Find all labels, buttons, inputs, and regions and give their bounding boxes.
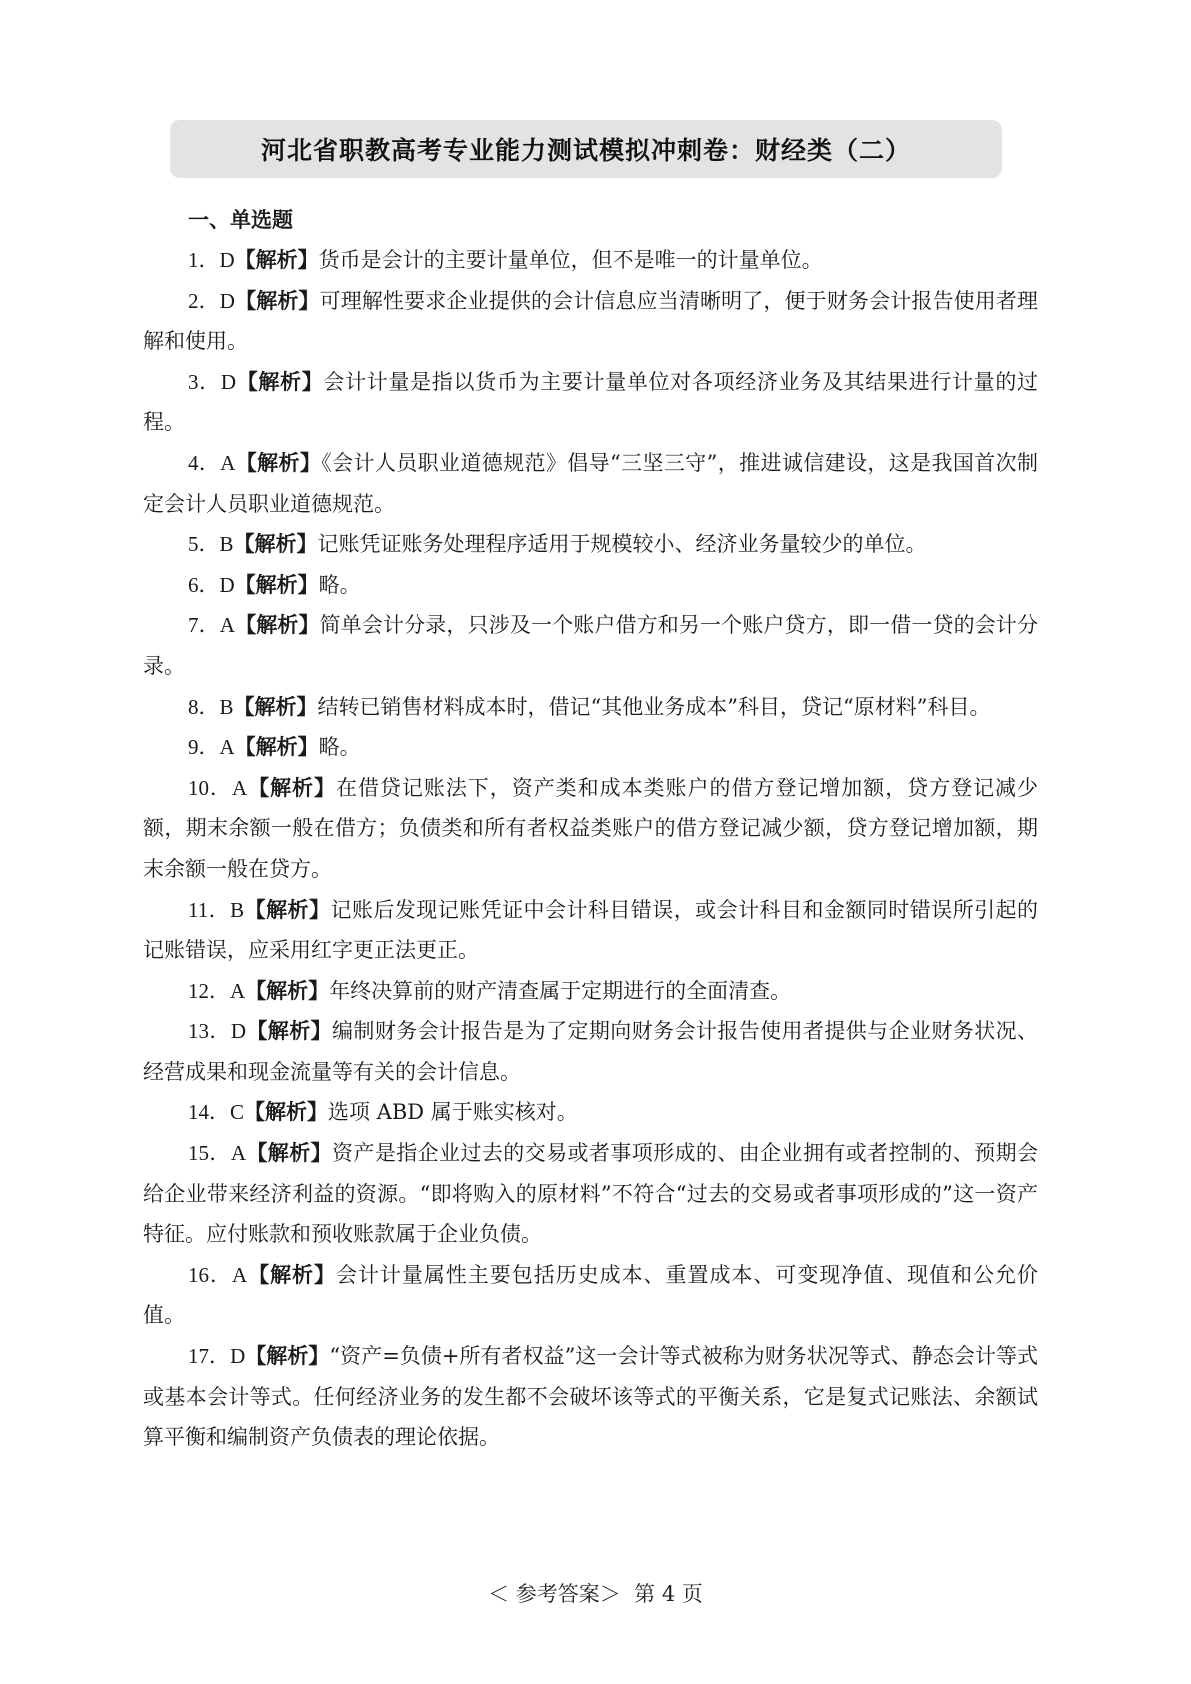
answer-number: 10． [188, 775, 232, 800]
answer-number: 11． [188, 897, 231, 922]
answer-item [143, 1092, 1038, 1133]
answer-explanation: 略。 [318, 735, 361, 760]
answer-item [143, 727, 1038, 768]
answer-key: D [230, 1344, 246, 1369]
answer-explanation: 在借贷记账法下，资产类和成本类账户的借方登记增加额，贷方登记减少额，期末余额一般在借方；负债类和所有者权益类账户的借方登记减少额，贷方登记增加额，期末余额一般在贷方。 [143, 775, 1039, 881]
analysis-tag: 【解析】 [234, 288, 320, 313]
answer-number: 17． [188, 1344, 231, 1369]
analysis-tag: 【解析】 [244, 897, 331, 922]
answer-key: B [230, 897, 245, 922]
answer-item [143, 890, 1038, 971]
answer-number: 5． [188, 532, 220, 557]
answer-number: 12． [188, 978, 230, 1003]
answer-explanation: 可理解性要求企业提供的会计信息应当清晰明了，便于财务会计报告使用者理解和使用。 [143, 288, 1039, 354]
answer-item [143, 281, 1038, 362]
analysis-tag: 【解析】 [233, 694, 318, 719]
answer-key: D [220, 369, 237, 394]
answer-number: 3． [188, 369, 221, 394]
answer-item [143, 1133, 1038, 1255]
title-banner [170, 120, 1002, 178]
answer-number: 1． [188, 248, 220, 272]
analysis-tag: 【解析】 [247, 775, 336, 800]
answer-explanation: 编制财务会计报告是为了定期向财务会计报告使用者提供与企业财务状况、经营成果和现金流量等有关的会计信息。 [143, 1019, 1038, 1084]
answer-key: D [219, 288, 235, 313]
section-heading: 一、单选题 [188, 208, 293, 232]
answer-number: 9． [188, 735, 220, 760]
answer-explanation: 简单会计分录，只涉及一个账户借方和另一个账户贷方，即一借一贷的会计分录。 [143, 613, 1039, 678]
analysis-tag: 【解析】 [247, 1262, 336, 1287]
answer-key: A [230, 978, 246, 1003]
answer-item [143, 443, 1038, 524]
answer-key: D [230, 1019, 246, 1044]
answer-key: B [219, 532, 234, 557]
answer-number: 8． [188, 694, 220, 719]
analysis-tag: 【解析】 [233, 532, 318, 557]
analysis-tag: 【解析】 [244, 1100, 329, 1125]
answer-key: A [219, 613, 235, 638]
answer-explanation: 记账凭证账务处理程序适用于规模较小、经济业务量较少的单位。 [317, 532, 927, 557]
analysis-tag: 【解析】 [235, 450, 322, 475]
answer-item [143, 687, 1038, 728]
answer-explanation: 略。 [318, 572, 361, 597]
answer-item [143, 1336, 1038, 1458]
answer-explanation: 会计计量是指以货币为主要计量单位对各项经济业务及其结果进行计量的过程。 [143, 369, 1039, 435]
answer-key: B [219, 694, 234, 719]
analysis-tag: 【解析】 [234, 735, 319, 760]
answer-key: A [220, 450, 236, 475]
answer-explanation: 资产是指企业过去的交易或者事项形成的、由企业拥有或者控制的、预期会给企业带来经济利益的资源。“即将购入的原材料”不符合“过去的交易或者事项形成的”这一资产特征。应付账款和预收账款属于企业负债。 [143, 1141, 1038, 1247]
answer-explanation: 货币是会计的主要计量单位，但不是唯一的计量单位。 [318, 248, 823, 272]
answer-key: A [231, 1262, 248, 1287]
answer-number: 16． [188, 1262, 232, 1287]
answer-item [143, 240, 1038, 281]
answer-explanation: 年终决算前的财产清查属于定期进行的全面清查。 [329, 978, 792, 1003]
answer-number: 4． [188, 450, 221, 475]
answer-key: C [230, 1100, 245, 1125]
answer-number: 14． [188, 1100, 230, 1125]
answer-key: D [219, 248, 235, 272]
answer-item [143, 768, 1038, 890]
answer-item [143, 605, 1038, 686]
answer-key: A [230, 1141, 246, 1166]
page-footer: ＜ 参考答案＞ 第 4 页 [488, 1582, 703, 1606]
answer-explanation: 记账后发现记账凭证中会计科目错误，或会计科目和金额同时错误所引起的记账错误，应采用红字更正法更正。 [143, 897, 1038, 963]
analysis-tag: 【解析】 [245, 978, 330, 1003]
answer-item [143, 971, 1038, 1012]
analysis-tag: 【解析】 [234, 572, 319, 597]
answer-key: A [219, 735, 235, 760]
analysis-tag: 【解析】 [234, 248, 319, 272]
answer-number: 13． [188, 1019, 231, 1044]
answer-item [143, 362, 1038, 443]
answer-number: 15． [188, 1141, 231, 1166]
analysis-tag: 【解析】 [245, 1019, 333, 1044]
answer-explanation: 会计计量属性主要包括历史成本、重置成本、可变现净值、现值和公允价值。 [143, 1262, 1039, 1328]
answer-explanation: 《会计人员职业道德规范》倡导“三坚三守”，推进诚信建设，这是我国首次制定会计人员职业道德规范。 [143, 450, 1039, 516]
answer-list [143, 240, 1038, 1458]
answer-item [143, 1255, 1038, 1336]
answer-number: 2． [188, 288, 220, 313]
answer-item [143, 565, 1038, 606]
answer-key: A [231, 775, 248, 800]
answer-number: 6． [188, 572, 220, 597]
page-title: 河北省职教高考专业能力测试模拟冲刺卷：财经类（二） [260, 136, 911, 165]
answer-item [143, 1011, 1038, 1092]
answer-content [143, 200, 1038, 1458]
answer-explanation: 结转已销售材料成本时，借记“其他业务成本”科目，贷记“原材料”科目。 [317, 694, 991, 719]
answer-number: 7． [188, 613, 220, 638]
analysis-tag: 【解析】 [236, 369, 324, 394]
analysis-tag: 【解析】 [245, 1344, 330, 1369]
analysis-tag: 【解析】 [234, 613, 320, 638]
answer-item [143, 524, 1038, 565]
answer-key: D [219, 572, 235, 597]
analysis-tag: 【解析】 [245, 1141, 333, 1166]
answer-explanation: 选项 ABD 属于账实核对。 [328, 1100, 578, 1125]
answer-explanation: “资产=负债+所有者权益”这一会计等式被称为财务状况等式、静态会计等式或基本会计等式。任何经济业务的发生都不会破坏该等式的平衡关系，它是复式记账法、余额试算平衡和编制资产负债表的理论依据。 [143, 1344, 1038, 1450]
